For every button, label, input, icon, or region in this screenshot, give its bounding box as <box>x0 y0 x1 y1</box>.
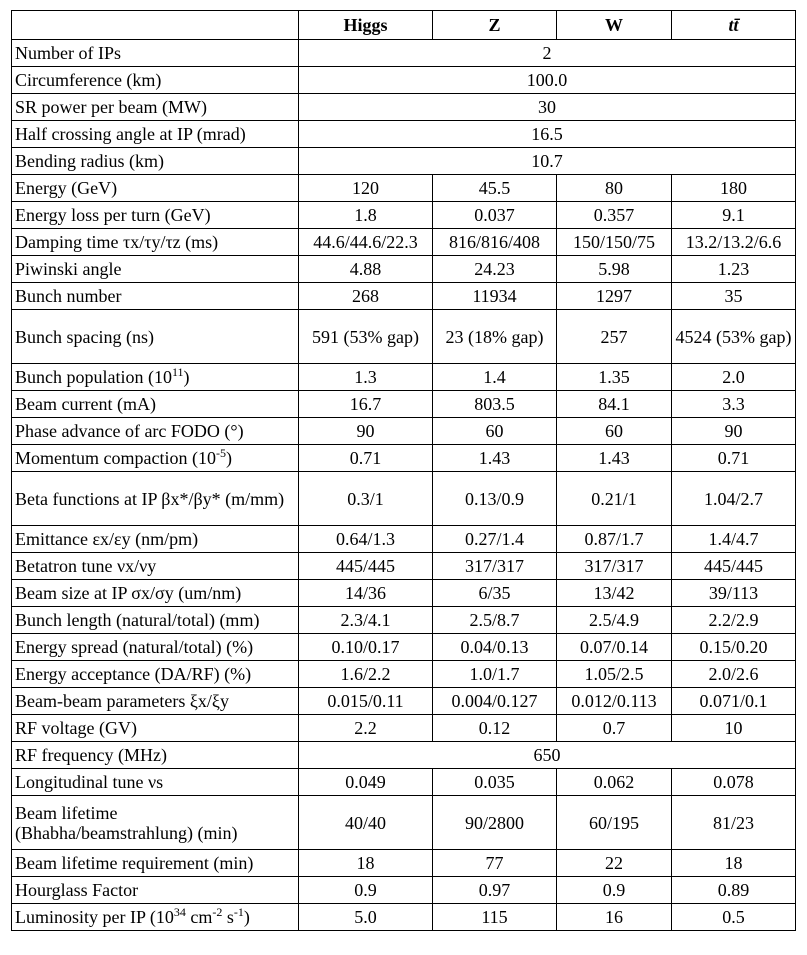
table-row <box>12 472 796 526</box>
z-value: 317/317 <box>433 553 557 580</box>
table-row <box>12 175 796 202</box>
ttbar-value: 1.04/2.7 <box>672 472 796 526</box>
higgs-value: 0.049 <box>299 769 433 796</box>
higgs-value: 16.7 <box>299 391 433 418</box>
w-value: 16 <box>557 904 672 931</box>
param-label: Beta functions at IP βx*/βy* (m/mm) <box>12 472 299 526</box>
table-row <box>12 202 796 229</box>
higgs-value: 268 <box>299 283 433 310</box>
higgs-value: 0.9 <box>299 877 433 904</box>
higgs-value: 0.015/0.11 <box>299 688 433 715</box>
w-value: 257 <box>557 310 672 364</box>
z-value: 0.97 <box>433 877 557 904</box>
z-value: 0.037 <box>433 202 557 229</box>
shared-value: 16.5 <box>299 121 796 148</box>
higgs-value: 40/40 <box>299 796 433 850</box>
table-row <box>12 256 796 283</box>
shared-value: 10.7 <box>299 148 796 175</box>
w-value: 80 <box>557 175 672 202</box>
higgs-value: 0.3/1 <box>299 472 433 526</box>
higgs-value: 0.64/1.3 <box>299 526 433 553</box>
param-label: Beam current (mA) <box>12 391 299 418</box>
higgs-value: 1.6/2.2 <box>299 661 433 688</box>
z-value: 0.035 <box>433 769 557 796</box>
w-value: 0.21/1 <box>557 472 672 526</box>
z-value: 0.12 <box>433 715 557 742</box>
param-label: Energy (GeV) <box>12 175 299 202</box>
table-row <box>12 877 796 904</box>
z-value: 0.004/0.127 <box>433 688 557 715</box>
shared-value: 100.0 <box>299 67 796 94</box>
ttbar-value: 2.0 <box>672 364 796 391</box>
z-value: 6/35 <box>433 580 557 607</box>
w-value: 1.05/2.5 <box>557 661 672 688</box>
param-label: Phase advance of arc FODO (°) <box>12 418 299 445</box>
higgs-value: 2.2 <box>299 715 433 742</box>
table-row <box>12 796 796 850</box>
higgs-value: 18 <box>299 850 433 877</box>
z-value: 23 (18% gap) <box>433 310 557 364</box>
table-row <box>12 94 796 121</box>
param-label: RF frequency (MHz) <box>12 742 299 769</box>
ttbar-value: 9.1 <box>672 202 796 229</box>
param-label: Energy loss per turn (GeV) <box>12 202 299 229</box>
table-row <box>12 904 796 931</box>
z-value: 77 <box>433 850 557 877</box>
ttbar-value: 445/445 <box>672 553 796 580</box>
header-row <box>12 11 796 40</box>
ttbar-value: 90 <box>672 418 796 445</box>
higgs-value: 591 (53% gap) <box>299 310 433 364</box>
param-label: Energy acceptance (DA/RF) (%) <box>12 661 299 688</box>
higgs-value: 4.88 <box>299 256 433 283</box>
w-value: 22 <box>557 850 672 877</box>
param-label: Half crossing angle at IP (mrad) <box>12 121 299 148</box>
w-value: 1297 <box>557 283 672 310</box>
header-ttbar: tt̄ <box>672 11 796 40</box>
ttbar-value: 3.3 <box>672 391 796 418</box>
w-value: 0.062 <box>557 769 672 796</box>
z-value: 803.5 <box>433 391 557 418</box>
z-value: 1.4 <box>433 364 557 391</box>
header-w: W <box>557 11 672 40</box>
param-label: Luminosity per IP ($10^{34}$ $cm^{-2}$ $s^{-1}$) <box>12 904 299 931</box>
ttbar-value: 0.89 <box>672 877 796 904</box>
param-label: Bunch length (natural/total) (mm) <box>12 607 299 634</box>
higgs-value: 90 <box>299 418 433 445</box>
param-label: Beam size at IP σx/σy (um/nm) <box>12 580 299 607</box>
table-row <box>12 40 796 67</box>
table-row <box>12 67 796 94</box>
w-value: 317/317 <box>557 553 672 580</box>
z-value: 11934 <box>433 283 557 310</box>
w-value: 0.87/1.7 <box>557 526 672 553</box>
ttbar-value: 2.2/2.9 <box>672 607 796 634</box>
z-value: 115 <box>433 904 557 931</box>
higgs-value: 0.71 <box>299 445 433 472</box>
z-value: 24.23 <box>433 256 557 283</box>
param-label: Bending radius (km) <box>12 148 299 175</box>
param-label: Beam lifetime requirement (min) <box>12 850 299 877</box>
ttbar-value: 0.071/0.1 <box>672 688 796 715</box>
table-row <box>12 418 796 445</box>
z-value: 45.5 <box>433 175 557 202</box>
param-label: Bunch number <box>12 283 299 310</box>
w-value: 1.43 <box>557 445 672 472</box>
header-higgs: Higgs <box>299 11 433 40</box>
table-row <box>12 688 796 715</box>
table-row <box>12 607 796 634</box>
param-label: Longitudinal tune νs <box>12 769 299 796</box>
shared-value: 2 <box>299 40 796 67</box>
ttbar-value: 81/23 <box>672 796 796 850</box>
param-label: Beam-beam parameters ξx/ξy <box>12 688 299 715</box>
higgs-value: 14/36 <box>299 580 433 607</box>
z-value: 0.04/0.13 <box>433 634 557 661</box>
parameter-table <box>11 10 796 931</box>
w-value: 0.357 <box>557 202 672 229</box>
ttbar-value: 0.71 <box>672 445 796 472</box>
w-value: 60/195 <box>557 796 672 850</box>
higgs-value: 1.3 <box>299 364 433 391</box>
higgs-value: 2.3/4.1 <box>299 607 433 634</box>
higgs-value: 44.6/44.6/22.3 <box>299 229 433 256</box>
param-label: Betatron tune νx/νy <box>12 553 299 580</box>
param-label: Hourglass Factor <box>12 877 299 904</box>
w-value: 0.012/0.113 <box>557 688 672 715</box>
ttbar-value: 10 <box>672 715 796 742</box>
ttbar-value: 0.15/0.20 <box>672 634 796 661</box>
higgs-value: 120 <box>299 175 433 202</box>
param-label: SR power per beam (MW) <box>12 94 299 121</box>
param-label: Damping time τx/τy/τz (ms) <box>12 229 299 256</box>
table-row <box>12 148 796 175</box>
param-label: Emittance εx/εy (nm/pm) <box>12 526 299 553</box>
table-row <box>12 769 796 796</box>
param-label: Number of IPs <box>12 40 299 67</box>
w-value: 0.9 <box>557 877 672 904</box>
table-row <box>12 742 796 769</box>
table-row <box>12 310 796 364</box>
z-value: 90/2800 <box>433 796 557 850</box>
z-value: 0.13/0.9 <box>433 472 557 526</box>
ttbar-value: 13.2/13.2/6.6 <box>672 229 796 256</box>
table-row <box>12 121 796 148</box>
table-row <box>12 391 796 418</box>
w-value: 2.5/4.9 <box>557 607 672 634</box>
table-row <box>12 580 796 607</box>
table-row <box>12 634 796 661</box>
param-label: Beam lifetime (Bhabha/beamstrahlung) (min) <box>12 796 299 850</box>
z-value: 1.0/1.7 <box>433 661 557 688</box>
ttbar-value: 0.5 <box>672 904 796 931</box>
w-value: 84.1 <box>557 391 672 418</box>
z-value: 2.5/8.7 <box>433 607 557 634</box>
higgs-value: 5.0 <box>299 904 433 931</box>
header-z: Z <box>433 11 557 40</box>
param-label: Energy spread (natural/total) (%) <box>12 634 299 661</box>
ttbar-value: 2.0/2.6 <box>672 661 796 688</box>
ttbar-value: 39/113 <box>672 580 796 607</box>
table-row <box>12 526 796 553</box>
param-label: Bunch spacing (ns) <box>12 310 299 364</box>
w-value: 13/42 <box>557 580 672 607</box>
shared-value: 30 <box>299 94 796 121</box>
table-row <box>12 850 796 877</box>
higgs-value: 1.8 <box>299 202 433 229</box>
table-row <box>12 283 796 310</box>
table-row <box>12 364 796 391</box>
ttbar-value: 180 <box>672 175 796 202</box>
table-row <box>12 229 796 256</box>
param-label: Momentum compaction $(10^{-5})$ <box>12 445 299 472</box>
w-value: 1.35 <box>557 364 672 391</box>
ttbar-value: 4524 (53% gap) <box>672 310 796 364</box>
table-row <box>12 445 796 472</box>
w-value: 0.07/0.14 <box>557 634 672 661</box>
param-label: Circumference (km) <box>12 67 299 94</box>
shared-value: 650 <box>299 742 796 769</box>
ttbar-value: 1.4/4.7 <box>672 526 796 553</box>
z-value: 1.43 <box>433 445 557 472</box>
table-row <box>12 553 796 580</box>
param-label: Piwinski angle <box>12 256 299 283</box>
w-value: 60 <box>557 418 672 445</box>
ttbar-value: 18 <box>672 850 796 877</box>
higgs-value: 0.10/0.17 <box>299 634 433 661</box>
ttbar-value: 0.078 <box>672 769 796 796</box>
higgs-value: 445/445 <box>299 553 433 580</box>
param-label: Bunch population $(10^{11})$ <box>12 364 299 391</box>
header-corner <box>12 11 299 40</box>
ttbar-value: 35 <box>672 283 796 310</box>
w-value: 150/150/75 <box>557 229 672 256</box>
z-value: 0.27/1.4 <box>433 526 557 553</box>
table-row <box>12 715 796 742</box>
z-value: 60 <box>433 418 557 445</box>
w-value: 5.98 <box>557 256 672 283</box>
w-value: 0.7 <box>557 715 672 742</box>
z-value: 816/816/408 <box>433 229 557 256</box>
param-label: RF voltage (GV) <box>12 715 299 742</box>
ttbar-value: 1.23 <box>672 256 796 283</box>
table-row <box>12 661 796 688</box>
